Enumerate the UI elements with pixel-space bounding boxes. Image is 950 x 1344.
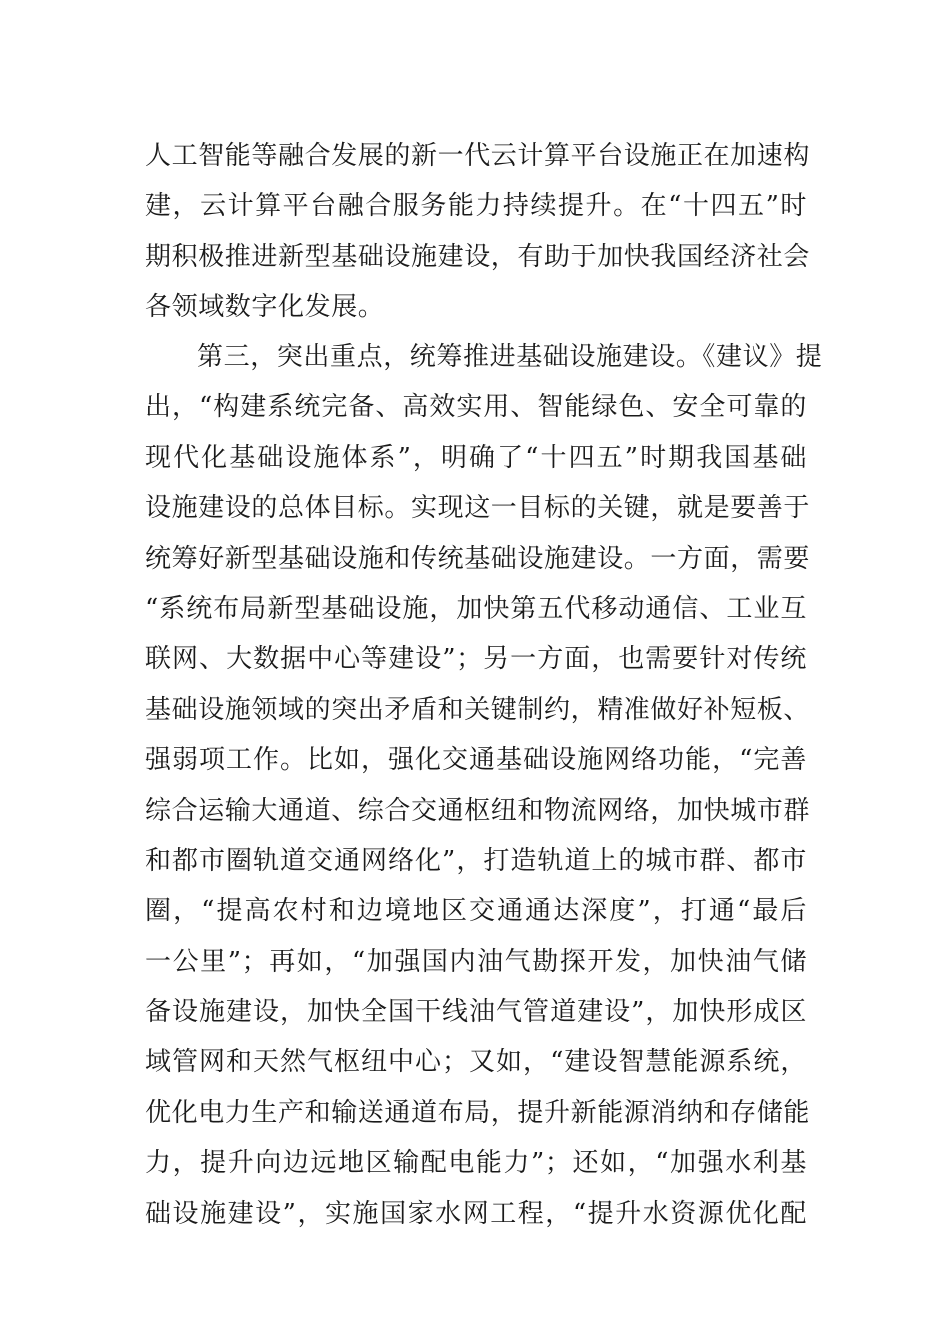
paragraph-1 [145,131,811,333]
paragraph-line: 圈，“提高农村和边境地区交通通达深度”，打通“最后 [145,896,807,927]
paragraph-2 [145,332,823,1239]
paragraph-line: 联网、大数据中心等建设”；另一方面，也需要针对传统 [145,644,807,675]
paragraph-line: 出，“构建系统完备、高效实用、智能绿色、安全可靠的 [145,392,807,423]
paragraph-line: 优化电力生产和输送通道布局，提升新能源消纳和存储能 [145,1097,811,1128]
paragraph-line: 建，云计算平台融合服务能力持续提升。在“十四五”时 [145,191,807,222]
paragraph-line: 基础设施领域的突出矛盾和关键制约，精准做好补短板、 [145,694,811,725]
paragraph-line: 力，提升向边远地区输配电能力”；还如，“加强水利基 [145,1148,807,1179]
paragraph-line: 础设施建设”，实施国家水网工程，“提升水资源优化配 [145,1198,807,1229]
paragraph-line: 人工智能等融合发展的新一代云计算平台设施正在加速构 [145,141,811,171]
paragraph-line: 现代化基础设施体系”，明确了“十四五”时期我国基础 [145,442,807,473]
paragraph-line: “系统布局新型基础设施，加快第五代移动通信、工业互 [145,593,807,624]
paragraph-line: 域管网和天然气枢纽中心；又如，“建设智慧能源系统， [145,1047,807,1078]
paragraph-line: 综合运输大通道、综合交通枢纽和物流网络，加快城市群 [145,795,811,826]
paragraph-line: 期积极推进新型基础设施建设，有助于加快我国经济社会 [145,241,811,272]
paragraph-line: 设施建设的总体目标。实现这一目标的关键，就是要善于 [145,493,811,524]
paragraph-line: 各领域数字化发展。 [145,292,385,323]
paragraph-line: 和都市圈轨道交通网络化”，打造轨道上的城市群、都市 [145,845,807,876]
paragraph-line: 统筹好新型基础设施和传统基础设施建设。一方面，需要 [145,543,811,574]
paragraph-line: 强弱项工作。比如，强化交通基础设施网络功能，“完善 [145,745,807,776]
paragraph-line: 一公里”；再如，“加强国内油气勘探开发，加快油气储 [145,946,807,977]
paragraph-line: 备设施建设，加快全国干线油气管道建设”，加快形成区 [145,997,807,1028]
paragraph-line: 第三，突出重点，统筹推进基础设施建设。《建议》提 [197,342,823,372]
